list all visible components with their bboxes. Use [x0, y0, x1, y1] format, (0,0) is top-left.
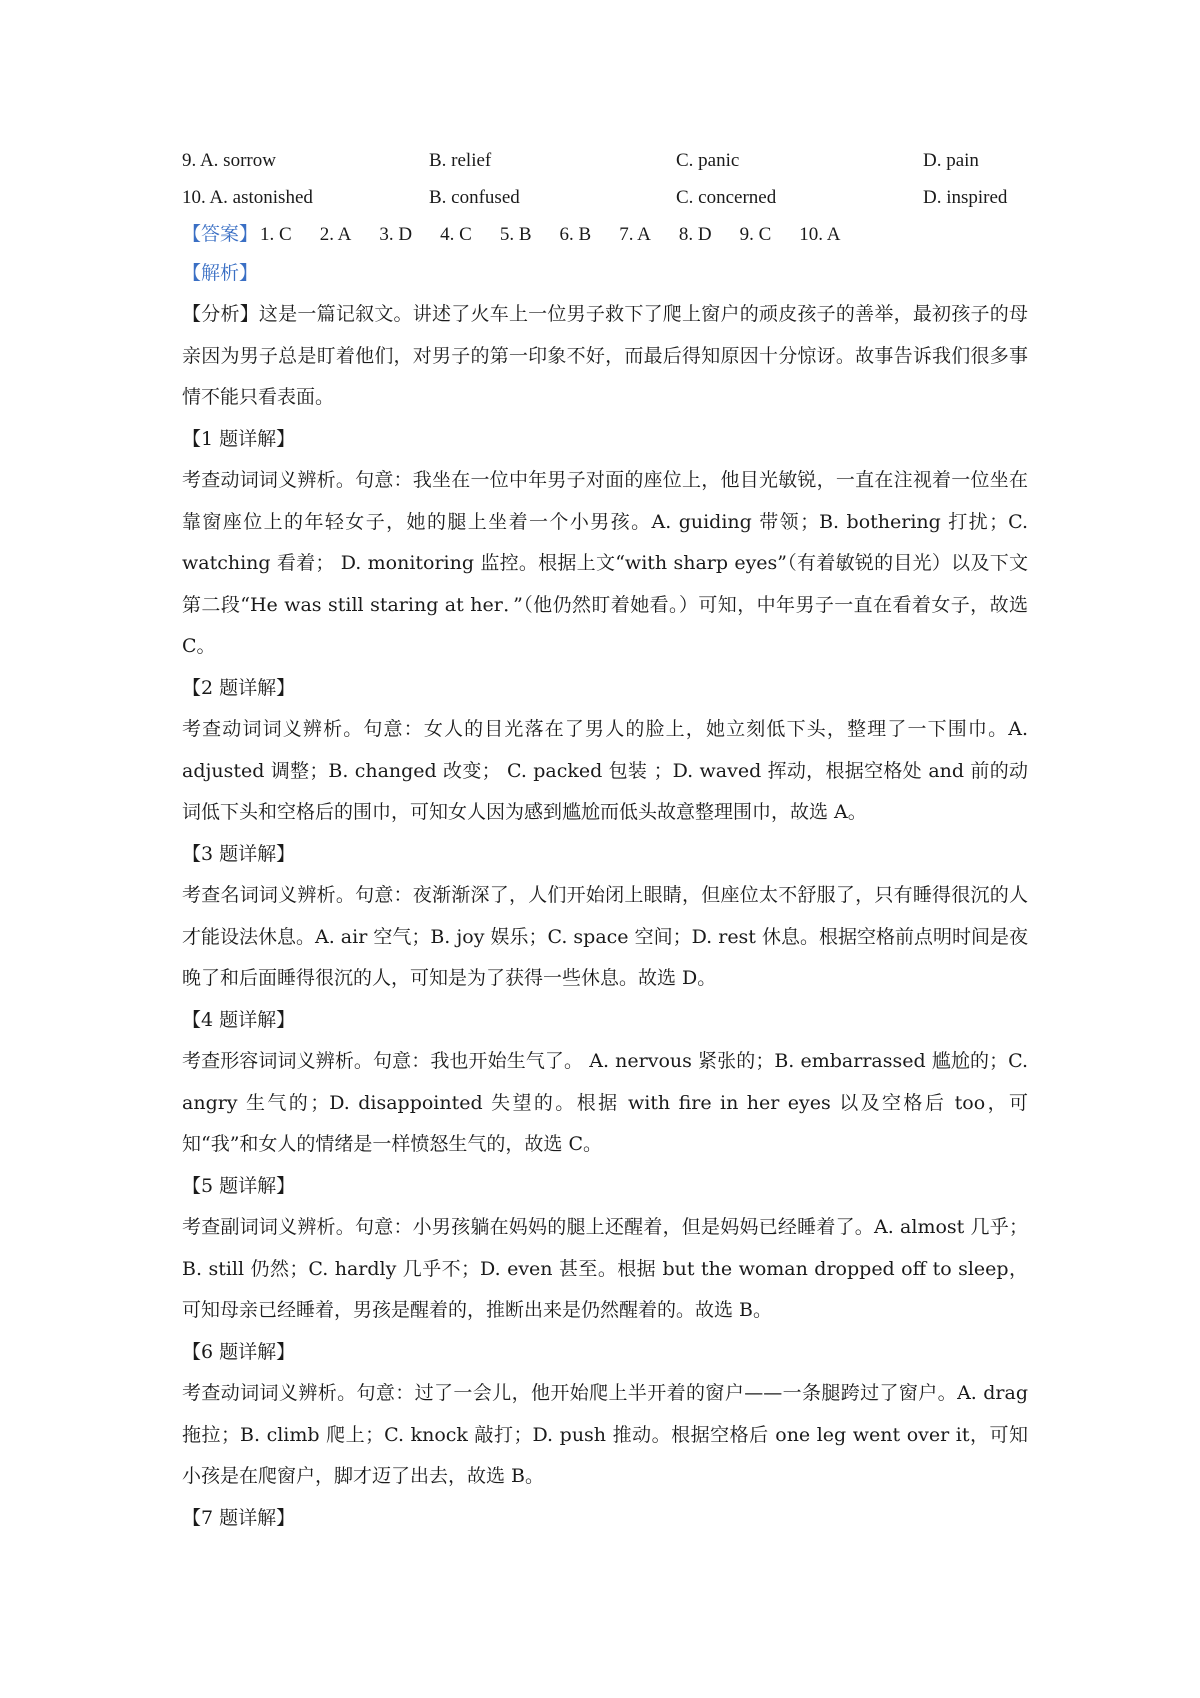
q9-option-b: B. relief — [429, 150, 492, 171]
summary-paragraph: 【分析】这是一篇记叙文。讲述了火车上一位男子救下了爬上窗户的顽皮孩子的善举，最初孩子的母亲因为男子总是盯着他们，对男子的第一印象不好，而最后得知原因十分惊讶。故事告诉我们很多事情不能只看表面。 — [182, 303, 1028, 408]
detail-text-2: 考查动词词义辨析。句意：女人的目光落在了男人的脸上，她立刻低下头，整理了一下围巾。A. adjusted 调整；B. changed 改变； C. packed 包装 ；D. waved 挥动，根据空格处 and 前的动词低下头和空格后的围巾，可知女人因为感到尴尬而低头故意整理围巾，故选 A。 — [182, 718, 1028, 823]
detail-heading-4: 【4 题详解】 — [182, 1008, 296, 1031]
question-10-options — [182, 179, 1028, 216]
answer-tag: 【答案】 — [182, 224, 259, 245]
answer-item: 9. C — [739, 224, 772, 245]
detail-heading-7: 【7 题详解】 — [182, 1506, 296, 1529]
answer-item: 1. C — [260, 224, 292, 245]
detail-heading-6: 【6 题详解】 — [182, 1340, 296, 1363]
detail-text-6: 考查动词词义辨析。句意：过了一会儿，他开始爬上半开着的窗户——一条腿跨过了窗户。A. drag 拖拉；B. climb 爬上；C. knock 敲打；D. push 推动。根据空格后 one leg went over it，可知小孩是在爬窗户，脚才迈了出去，故选 B。 — [182, 1382, 1028, 1487]
answer-key — [182, 216, 1028, 253]
detail-text-1: 考查动词词义辨析。句意：我坐在一位中年男子对面的座位上，他目光敏锐，一直在注视着一位坐在靠窗座位上的年轻女子，她的腿上坐着一个小男孩。A. guiding 带领；B. bothering 打扰；C. watching 看着； D. monitoring 监控。根据上文“with sharp eyes”（有着敏锐的目光）以及下文第二段“He was still staring at her．”（他仍然盯着她看。）可知，中年男子一直在看着女子，故选 C。 — [182, 469, 1028, 657]
answer-item: 6. B — [559, 224, 592, 245]
q9-option-d: D. pain — [923, 150, 979, 171]
detail-text-4: 考查形容词词义辨析。句意：我也开始生气了。 A. nervous 紧张的；B. embarrassed 尴尬的；C. angry 生气的；D. disappointed 失望的。根据 with fire in her eyes 以及空格后 too，可知“我”和女人的情绪是一样愤怒生气的，故选 C。 — [182, 1050, 1028, 1155]
q10-option-d: D. inspired — [923, 187, 1008, 208]
answer-item: 10. A — [799, 224, 841, 245]
q9-option-a: 9. A. sorrow — [182, 150, 276, 171]
detail-heading-1: 【1 题详解】 — [182, 427, 296, 450]
q10-option-a: 10. A. astonished — [182, 187, 313, 208]
answer-item: 4. C — [440, 224, 472, 245]
detail-heading-3: 【3 题详解】 — [182, 842, 296, 865]
detail-text-5: 考查副词词义辨析。句意：小男孩躺在妈妈的腿上还醒着，但是妈妈已经睡着了。A. almost 几乎；B. still 仍然；C. hardly 几乎不；D. even 甚至。根据 but the woman dropped off to sleep，可知母亲已经睡着，男孩是醒着的，推断出来是仍然醒着的。故选 B。 — [182, 1216, 1028, 1321]
detail-heading-2: 【2 题详解】 — [182, 676, 296, 699]
analysis-tag: 【解析】 — [182, 262, 259, 284]
answer-item: 2. A — [319, 224, 352, 245]
question-9-options — [182, 142, 1028, 179]
q9-option-c: C. panic — [676, 150, 740, 171]
detail-text-3: 考查名词词义辨析。句意：夜渐渐深了，人们开始闭上眼睛，但座位太不舒服了，只有睡得很沉的人才能设法休息。A. air 空气；B. joy 娱乐；C. space 空间；D. rest 休息。根据空格前点明时间是夜晚了和后面睡得很沉的人，可知是为了获得一些休息。故选 D。 — [182, 884, 1028, 989]
q10-option-c: C. concerned — [676, 187, 777, 208]
detail-heading-5: 【5 题详解】 — [182, 1174, 296, 1197]
page-content — [182, 142, 1028, 1539]
q10-option-b: B. confused — [429, 187, 520, 208]
answer-item: 5. B — [499, 224, 532, 245]
answer-item: 8. D — [678, 224, 712, 245]
answer-item: 7. A — [619, 224, 651, 245]
answer-item: 3. D — [379, 224, 413, 245]
